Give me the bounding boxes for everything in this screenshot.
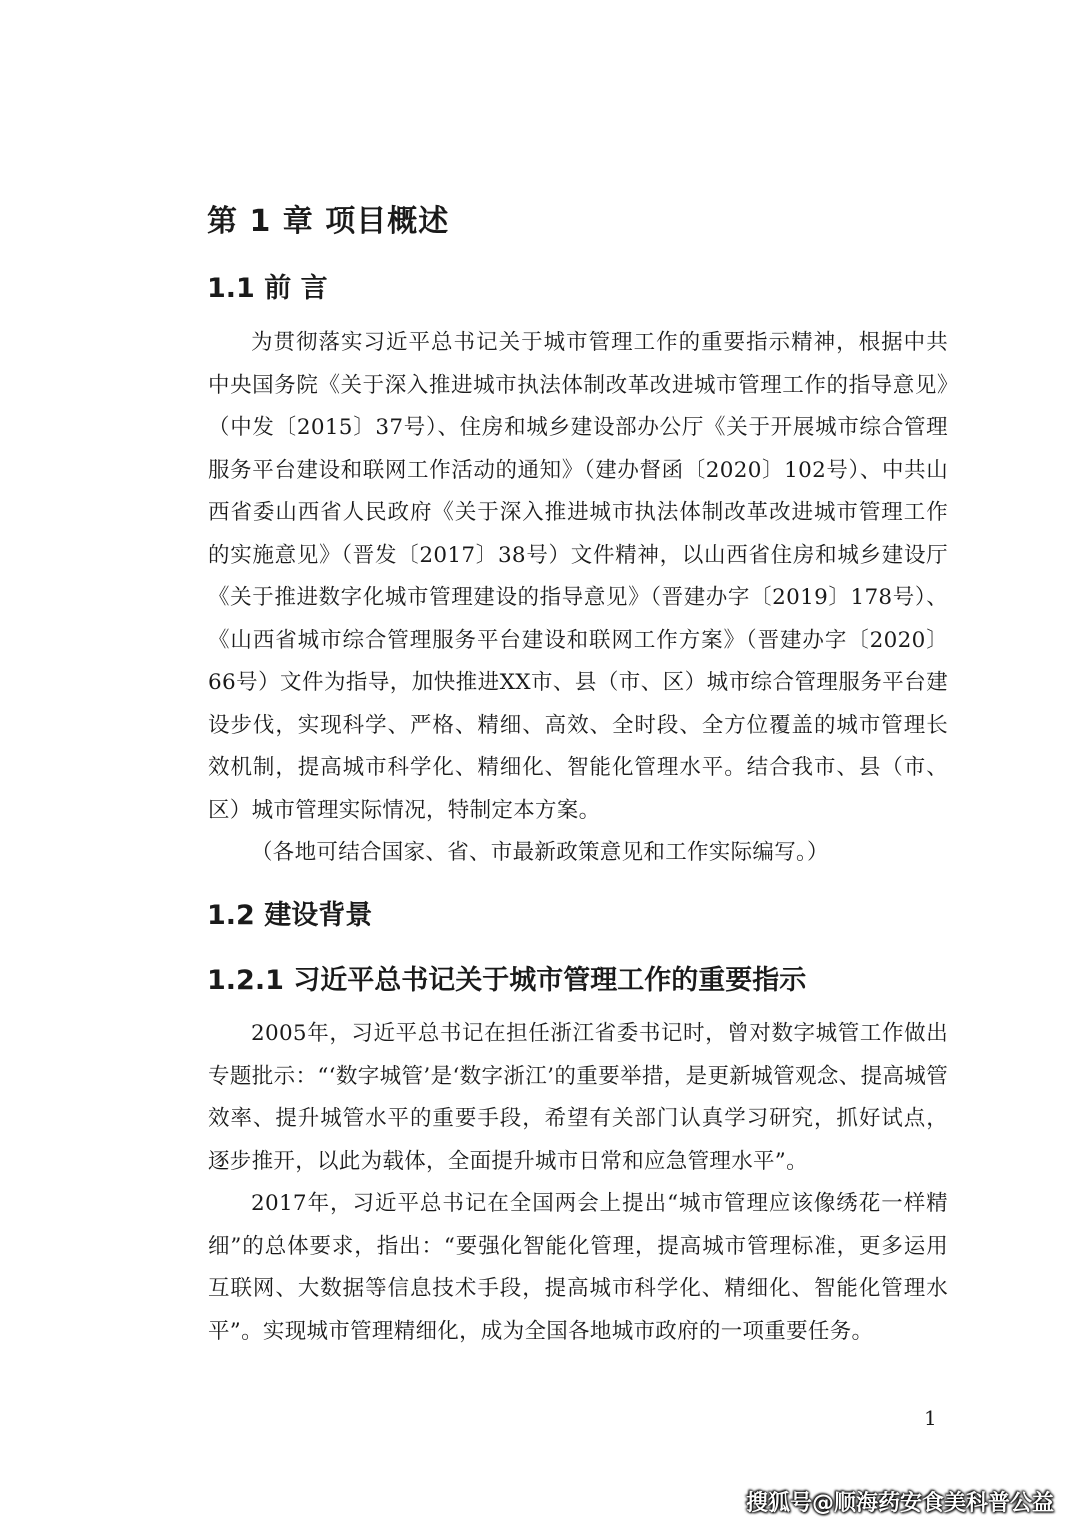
note-paragraph: （各地可结合国家、省、市最新政策意见和工作实际编写。） <box>251 840 829 865</box>
chapter-title: 第 1 章 项目概述 <box>207 204 450 239</box>
section-heading-1-2: 1.2 建设背景 <box>207 900 373 931</box>
section-1-1-body <box>208 322 948 875</box>
intro-paragraph: 为贯彻落实习近平总书记关于城市管理工作的重要指示精神，根据中共中央国务院《关于深入推进城市执法体制改革改进城市管理工作的指导意见》（中发〔2015〕37号）、住房和城乡建设部办公厅《关于开展城市综合管理服务平台建设和联网工作活动的通知》（建办督函〔2020〕102号）、中共山西省委山西省人民政府《关于深入推进城市执法体制改革改进城市管理工作的实施意见》（晋发〔2017〕38号）文件精神，以山西省住房和城乡建设厅《关于推进数字化城市管理建设的指导意见》（晋建办字〔2019〕178号）、《山西省城市综合管理服务平台建设和联网工作方案》（晋建办字〔2020〕66号）文件为指导，加快推进XX市、县（市、区）城市综合管理服务平台建设步伐，实现科学、严格、精细、高效、全时段、全方位覆盖的城市管理长效机制，提高城市科学化、精细化、智能化管理水平。结合我市、县（市、区）城市管理实际情况，特制定本方案。 <box>208 330 948 823</box>
section-heading-1-2-1: 1.2.1 习近平总书记关于城市管理工作的重要指示 <box>207 965 807 996</box>
paragraph-2005: 2005年，习近平总书记在担任浙江省委书记时，曾对数字城管工作做出专题批示：“‘数字城管’是‘数字浙江’的重要举措，是更新城管观念、提高城管效率、提升城管水平的重要手段，希望有关部门认真学习研究，抓好试点，逐步推开，以此为载体，全面提升城市日常和应急管理水平”。 <box>208 1021 948 1174</box>
watermark: 搜狐号@顺海药安食美科普公益 <box>745 1491 1054 1516</box>
page-number: 1 <box>924 1406 937 1430</box>
section-1-2-1-body <box>208 1013 948 1353</box>
section-heading-1-1: 1.1 前 言 <box>207 273 328 304</box>
paragraph-2017: 2017年，习近平总书记在全国两会上提出“城市管理应该像绣花一样精细”的总体要求，指出：“要强化智能化管理，提高城市管理标准，更多运用互联网、大数据等信息技术手段，提高城市科学化、精细化、智能化管理水平”。实现城市管理精细化，成为全国各地城市政府的一项重要任务。 <box>208 1191 948 1344</box>
